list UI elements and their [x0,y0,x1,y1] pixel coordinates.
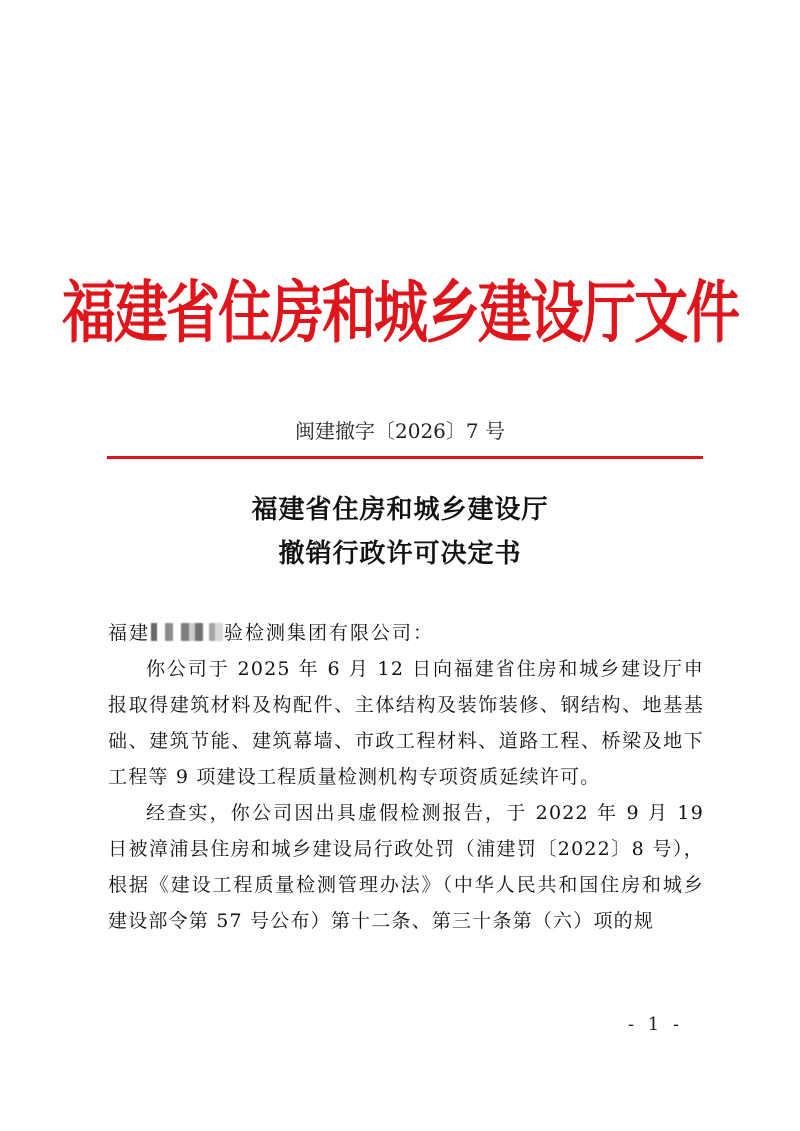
masthead-title: 福建省住房和城乡建设厅文件 [62,272,738,352]
recipient-suffix: 验检测集团有限公司： [224,622,435,644]
body-paragraph-2: 经查实，你公司因出具虚假检测报告，于 2022 年 9 月 19 日被漳浦县住房和城乡建设局行政处罚（浦建罚〔2022〕8 号），根据《建设工程质量检测管理办法》（中华人民共和国住房和城乡建设部令第 57 号公布）第十二条、第三十条第（六）项的规 [108,802,704,932]
document-title-line-1: 福建省住房和城乡建设厅 [251,495,549,525]
recipient-prefix: 福建 [108,622,151,644]
redacted-name-block [151,623,223,641]
recipient-salutation [108,618,434,648]
document-number: 闽建撤字〔2026〕7 号 [295,419,505,443]
body-paragraph-1: 你公司于 2025 年 6 月 12 日向福建省住房和城乡建设厅申报取得建筑材料及构配件、主体结构及装饰装修、钢结构、地基基础、建筑节能、建筑幕墙、市政工程材料、道路工程、桥梁及地下工程等 9 项建设工程质量检测机构专项资质延续许可。 [108,658,704,788]
page-number: - 1 - [628,1014,684,1035]
document-title-line-2: 撤销行政许可决定书 [278,539,522,569]
red-divider-line [107,456,703,459]
document-body [108,651,704,939]
